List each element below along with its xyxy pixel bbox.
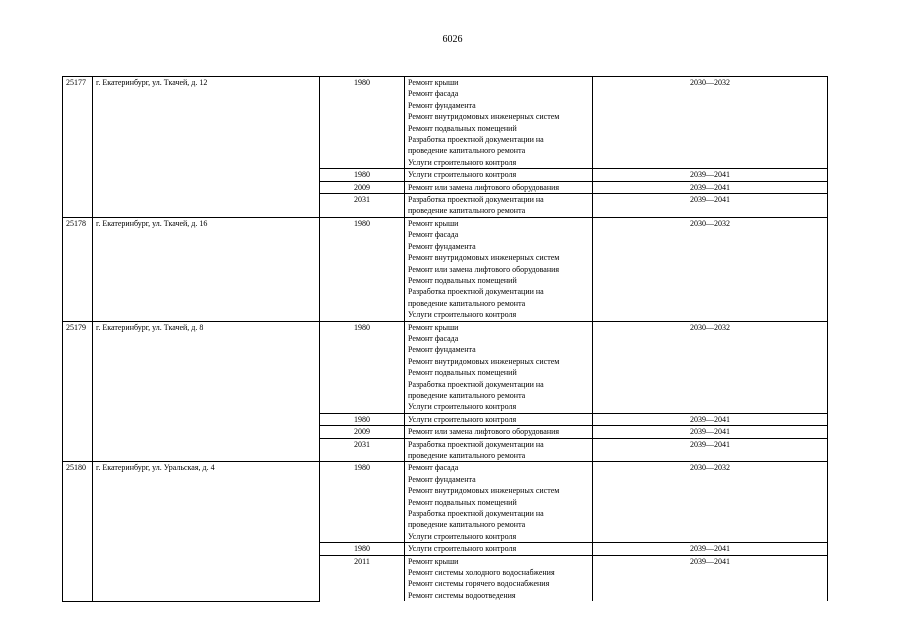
entry-address: г. Екатеринбург, ул. Ткачей, д. 12 — [93, 77, 320, 218]
repair-work-item: Ремонт фасада — [408, 89, 459, 99]
repair-work-item: Ремонт фундамента — [408, 474, 476, 484]
planned-period: 2039—2041 — [593, 438, 828, 462]
repair-work-item: Ремонт внутридомовых инженерных систем — [408, 253, 560, 263]
repair-work-item: Услуги строительного контроля — [408, 310, 517, 320]
repair-work-item: Разработка проектной документации на — [408, 135, 544, 145]
repair-works — [405, 169, 593, 181]
repair-work-item: Разработка проектной документации на — [408, 195, 544, 205]
repair-work-item: Ремонт крыши — [408, 78, 459, 87]
repair-work-item: Услуги строительного контроля — [408, 402, 517, 412]
repair-work-item: Услуги строительного контроля — [408, 170, 517, 180]
entry-number: 25178 — [63, 217, 93, 321]
repair-work-item: Ремонт фасада — [408, 333, 459, 343]
repair-work-item: Ремонт фундамента — [408, 345, 476, 355]
commissioning-year: 2031 — [320, 438, 405, 462]
planned-period: 2039—2041 — [593, 194, 828, 218]
planned-period: 2030—2032 — [593, 321, 828, 413]
repair-work-item: проведение капитального ремонта — [408, 206, 526, 216]
repair-works — [405, 543, 593, 555]
repair-works — [405, 555, 593, 601]
repair-work-item: проведение капитального ремонта — [408, 390, 526, 400]
repair-work-item: Ремонт системы горячего водоснабжения — [408, 579, 550, 589]
capital-repair-table — [62, 76, 828, 602]
repair-works — [405, 181, 593, 193]
repair-works — [405, 426, 593, 438]
repair-work-item: проведение капитального ремонта — [408, 520, 526, 530]
repair-work-item: Услуги строительного контроля — [408, 157, 517, 167]
repair-works — [405, 77, 593, 169]
repair-work-item: Ремонт подвальных помещений — [408, 497, 517, 507]
repair-works — [405, 438, 593, 462]
commissioning-year: 1980 — [320, 462, 405, 543]
repair-work-item: Услуги строительного контроля — [408, 531, 517, 541]
table-row — [63, 77, 828, 169]
planned-period: 2039—2041 — [593, 413, 828, 425]
repair-work-item: проведение капитального ремонта — [408, 451, 526, 460]
entry-number: 25179 — [63, 321, 93, 462]
repair-work-item: Ремонт внутридомовых инженерных систем — [408, 112, 560, 122]
commissioning-year: 2011 — [320, 555, 405, 601]
repair-work-item: Ремонт или замена лифтового оборудования — [408, 427, 560, 437]
planned-period: 2039—2041 — [593, 181, 828, 193]
repair-work-item: Ремонт внутридомовых инженерных систем — [408, 356, 560, 366]
repair-work-item: Ремонт системы холодного водоснабжения — [408, 568, 555, 578]
table-body — [63, 77, 828, 602]
repair-works — [405, 321, 593, 413]
repair-work-item: Разработка проектной документации на — [408, 509, 544, 519]
repair-work-item: Услуги строительного контроля — [408, 544, 517, 554]
commissioning-year: 2009 — [320, 426, 405, 438]
repair-work-item: Ремонт фундамента — [408, 100, 476, 110]
commissioning-year: 2031 — [320, 194, 405, 218]
repair-work-item: Ремонт фасада — [408, 463, 459, 473]
commissioning-year: 1980 — [320, 77, 405, 169]
repair-work-item: Разработка проектной документации на — [408, 439, 544, 449]
repair-work-item: Ремонт подвальных помещений — [408, 123, 517, 133]
planned-period: 2030—2032 — [593, 217, 828, 321]
planned-period: 2039—2041 — [593, 426, 828, 438]
repair-work-item: Ремонт или замена лифтового оборудования — [408, 182, 560, 192]
page-number: 6026 — [442, 34, 463, 45]
planned-period: 2039—2041 — [593, 543, 828, 555]
commissioning-year: 1980 — [320, 169, 405, 181]
repair-work-item: Ремонт крыши — [408, 322, 459, 332]
commissioning-year: 1980 — [320, 321, 405, 413]
entry-address: г. Екатеринбург, ул. Уральская, д. 4 — [93, 462, 320, 601]
repair-work-item: Разработка проектной документации на — [408, 287, 544, 297]
repair-work-item: проведение капитального ремонта — [408, 298, 526, 308]
repair-works — [405, 194, 593, 218]
repair-work-item: Разработка проектной документации на — [408, 379, 544, 389]
planned-period: 2030—2032 — [593, 462, 828, 543]
planned-period: 2030—2032 — [593, 77, 828, 169]
planned-period: 2039—2041 — [593, 169, 828, 181]
entry-number: 25180 — [63, 462, 93, 601]
repair-works — [405, 217, 593, 321]
repair-work-item: Ремонт подвальных помещений — [408, 368, 517, 378]
repair-work-item: Ремонт подвальных помещений — [408, 275, 517, 285]
entry-number: 25177 — [63, 77, 93, 218]
repair-work-item: Ремонт фасада — [408, 230, 459, 240]
repair-works — [405, 413, 593, 425]
commissioning-year: 1980 — [320, 543, 405, 555]
repair-work-item: проведение капитального ремонта — [408, 146, 526, 156]
entry-address: г. Екатеринбург, ул. Ткачей, д. 16 — [93, 217, 320, 321]
entry-address: г. Екатеринбург, ул. Ткачей, д. 8 — [93, 321, 320, 462]
repair-work-item: Ремонт или замена лифтового оборудования — [408, 264, 560, 274]
table-row — [63, 462, 828, 543]
commissioning-year: 1980 — [320, 217, 405, 321]
table-row — [63, 321, 828, 413]
commissioning-year: 1980 — [320, 413, 405, 425]
repair-works — [405, 462, 593, 543]
planned-period: 2039—2041 — [593, 555, 828, 601]
table-row — [63, 217, 828, 321]
repair-work-item: Ремонт фундамента — [408, 241, 476, 251]
repair-work-item: Ремонт системы водоотведения — [408, 590, 516, 600]
repair-work-item: Ремонт крыши — [408, 556, 459, 566]
repair-work-item: Ремонт крыши — [408, 218, 459, 228]
repair-work-item: Ремонт внутридомовых инженерных систем — [408, 486, 560, 496]
repair-work-item: Услуги строительного контроля — [408, 414, 517, 424]
commissioning-year: 2009 — [320, 181, 405, 193]
